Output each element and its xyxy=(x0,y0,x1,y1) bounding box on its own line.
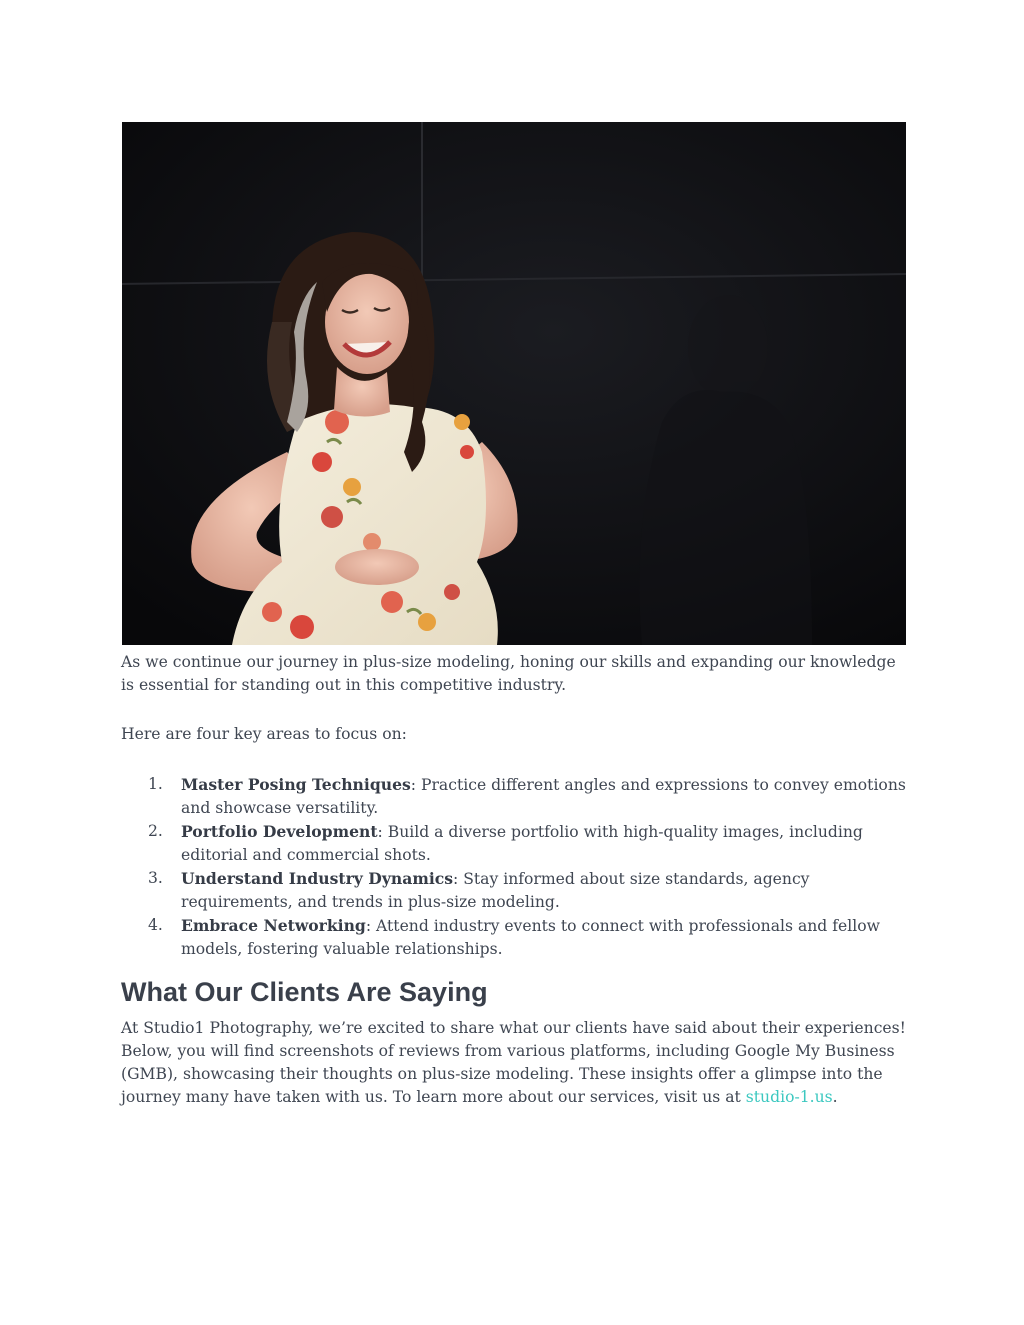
list-item-description: : Attend industry events to connect with professionals and fellow models, fostering valuable relationships. xyxy=(181,917,880,958)
list-item-term: Portfolio Development xyxy=(181,822,378,841)
intro-paragraph: As we continue our journey in plus-size modeling, honing our skills and expanding our knowledge is essential for standing out in this competitive industry. xyxy=(121,653,896,694)
clients-paragraph-end: . xyxy=(832,1088,838,1106)
list-item xyxy=(121,914,911,961)
list-item xyxy=(121,820,911,867)
list-item-description: : Build a diverse portfolio with high-quality images, including editorial and commercial shots. xyxy=(181,823,863,864)
list-item-term: Master Posing Techniques xyxy=(181,775,411,794)
list-item-number: 3. xyxy=(148,869,163,887)
portrait-photo xyxy=(122,122,906,645)
list-item xyxy=(121,867,911,914)
list-item-number: 2. xyxy=(148,822,163,840)
clients-paragraph-text: At Studio1 Photography, we’re excited to share what our clients have said about their experiences! Below, you will find screenshots of reviews from various platforms, including Google My Business (GMB), showcasing their thoughts on plus-size modeling. These insights offer a glimpse into the journey many have taken with us. To learn more about our services, visit us at xyxy=(121,1019,906,1106)
list-item-number: 4. xyxy=(148,916,163,934)
portrait-photo-graphic xyxy=(122,122,906,645)
clients-paragraph xyxy=(121,1017,911,1109)
key-areas-list xyxy=(121,773,911,961)
list-item-term: Embrace Networking xyxy=(181,916,366,935)
list-item-term: Understand Industry Dynamics xyxy=(181,869,454,888)
lead-paragraph: Here are four key areas to focus on: xyxy=(121,725,407,743)
section-heading: What Our Clients Are Saying xyxy=(121,977,488,1007)
list-item-description: : Stay informed about size standards, agency requirements, and trends in plus-size modeling. xyxy=(181,870,810,911)
list-item-description: : Practice different angles and expressions to convey emotions and showcase versatility. xyxy=(181,776,906,817)
list-item xyxy=(121,773,911,820)
studio-website-link[interactable]: studio-1.us xyxy=(745,1088,833,1106)
list-item-number: 1. xyxy=(148,775,163,793)
